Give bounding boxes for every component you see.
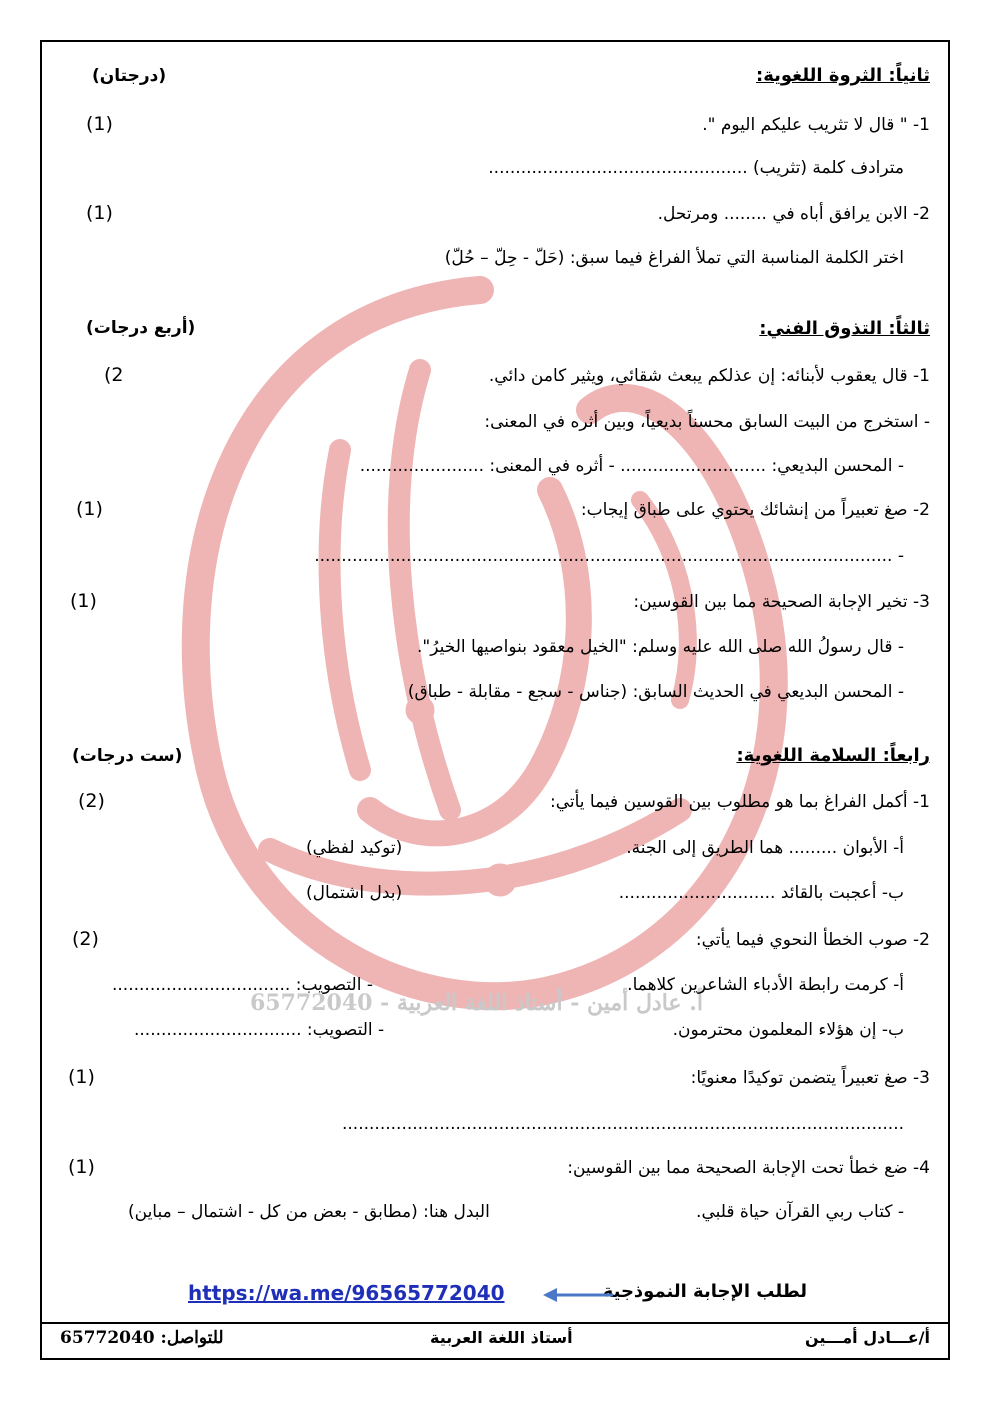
footer-contact: للتواصل: 65772040: [60, 1328, 224, 1348]
section2-title: ثانياً: الثروة اللغوية:: [756, 65, 930, 86]
s3-q2-sub: - ...........................................................................................................: [314, 546, 904, 566]
section4-grade: (ست درجات): [72, 746, 183, 766]
s3-q2-text: 2- صغ تعبيراً من إنشائك يحتوي على طباق إيجاب:: [580, 500, 930, 520]
s4-q1-score: (2): [78, 790, 105, 812]
s3-q1-score: (2: [104, 364, 124, 386]
arrow-left-icon: [543, 1286, 615, 1304]
s4-q1-b-hint: (بدل اشتمال): [306, 883, 403, 903]
s4-q3-sub: ........................................................................................................: [342, 1114, 904, 1134]
section2-grade: (درجتان): [92, 66, 167, 86]
s4-q1-b: ب- أعجبت بالقائد .............................: [618, 883, 904, 903]
s4-q4-score: (1): [68, 1156, 95, 1178]
s4-q4-text: 4- ضع خطأ تحت الإجابة الصحيحة مما بين القوسين:: [567, 1158, 930, 1178]
contact-label: لطلب الإجابة النموذجية: [602, 1281, 807, 1302]
s4-q1-text: 1- أكمل الفراغ بما هو مطلوب بين القوسين فيما يأتي:: [549, 792, 930, 812]
s4-q2-text: 2- صوب الخطأ النحوي فيما يأتي:: [695, 930, 930, 950]
s4-q2-b: ب- إن هؤلاء المعلمون محترمون.: [672, 1020, 904, 1040]
footer-divider: [40, 1322, 950, 1324]
s2-q2-text: 2- الابن يرافق أباه في ........ ومرتحل.: [657, 204, 930, 224]
section4-title: رابعاً: السلامة اللغوية:: [736, 745, 930, 766]
s3-q1-sub2: - المحسن البديعي: ........................... - أثره في المعنى: .......................: [359, 456, 904, 476]
s4-q3-score: (1): [68, 1066, 95, 1088]
s4-q2-b-fix: - التصويب: ...............................: [134, 1020, 385, 1040]
s2-q2-score: (1): [86, 202, 113, 224]
s4-q2-a: أ- كرمت رابطة الأدباء الشاعرين كلاهما.: [627, 975, 904, 995]
s2-q1-sub: مترادف كلمة (تثريب) ................................................: [488, 158, 904, 178]
s3-q3-sub2: - المحسن البديعي في الحديث السابق: (جناس - سجع - مقابلة - طباق): [407, 682, 904, 702]
s4-q1-a: أ- الأبوان ......... هما الطريق إلى الجنة.: [626, 838, 904, 858]
s4-q4-sub: - كتاب ربي القرآن حياة قلبي.: [696, 1202, 904, 1222]
whatsapp-link[interactable]: https://wa.me/96565772040: [188, 1281, 505, 1305]
s4-q3-text: 3- صغ تعبيراً يتضمن توكيدًا معنويًا:: [690, 1068, 930, 1088]
s3-q1-sub1: - استخرج من البيت السابق محسناً بديعياً، وبين أثره في المعنى:: [484, 412, 930, 432]
s3-q3-sub1: - قال رسولُ الله صلى الله عليه وسلم: "الخيل معقود بنواصيها الخيرُ".: [417, 637, 904, 657]
s2-q1-score: (1): [86, 113, 113, 135]
s3-q1-text: 1- قال يعقوب لأبنائه: إن عذلكم يبعث شقائي، ويثير كامن دائي.: [488, 366, 930, 386]
s4-q4-choices: البدل هنا: (مطابق - بعض من كل - اشتمال – مباين): [128, 1202, 490, 1222]
s4-q2-a-fix: - التصويب: .................................: [112, 975, 373, 995]
watermark-text: أ. عادل أمين - أستاذ اللغة العربية - 65772040: [250, 990, 703, 1016]
s3-q3-text: 3- تخير الإجابة الصحيحة مما بين القوسين:: [633, 592, 930, 612]
s2-q2-sub: اختر الكلمة المناسبة التي تملأ الفراغ فيما سبق: (حَلّ - حِلّ – حُلّ): [444, 248, 904, 268]
s2-q1-text: 1- " قال لا تثريب عليكم اليوم ".: [702, 115, 930, 135]
s3-q3-score: (1): [70, 590, 97, 612]
s4-q1-a-hint: (توكيد لفظي): [306, 838, 403, 858]
section3-title: ثالثاً: التذوق الفني:: [759, 318, 930, 339]
footer-subject: أستاذ اللغة العربية: [430, 1328, 573, 1347]
section3-grade: (أربع درجات): [86, 318, 196, 338]
s4-q2-score: (2): [72, 928, 99, 950]
s3-q2-score: (1): [76, 498, 103, 520]
footer-teacher: أ/عـــادل أمـــين: [804, 1328, 930, 1347]
